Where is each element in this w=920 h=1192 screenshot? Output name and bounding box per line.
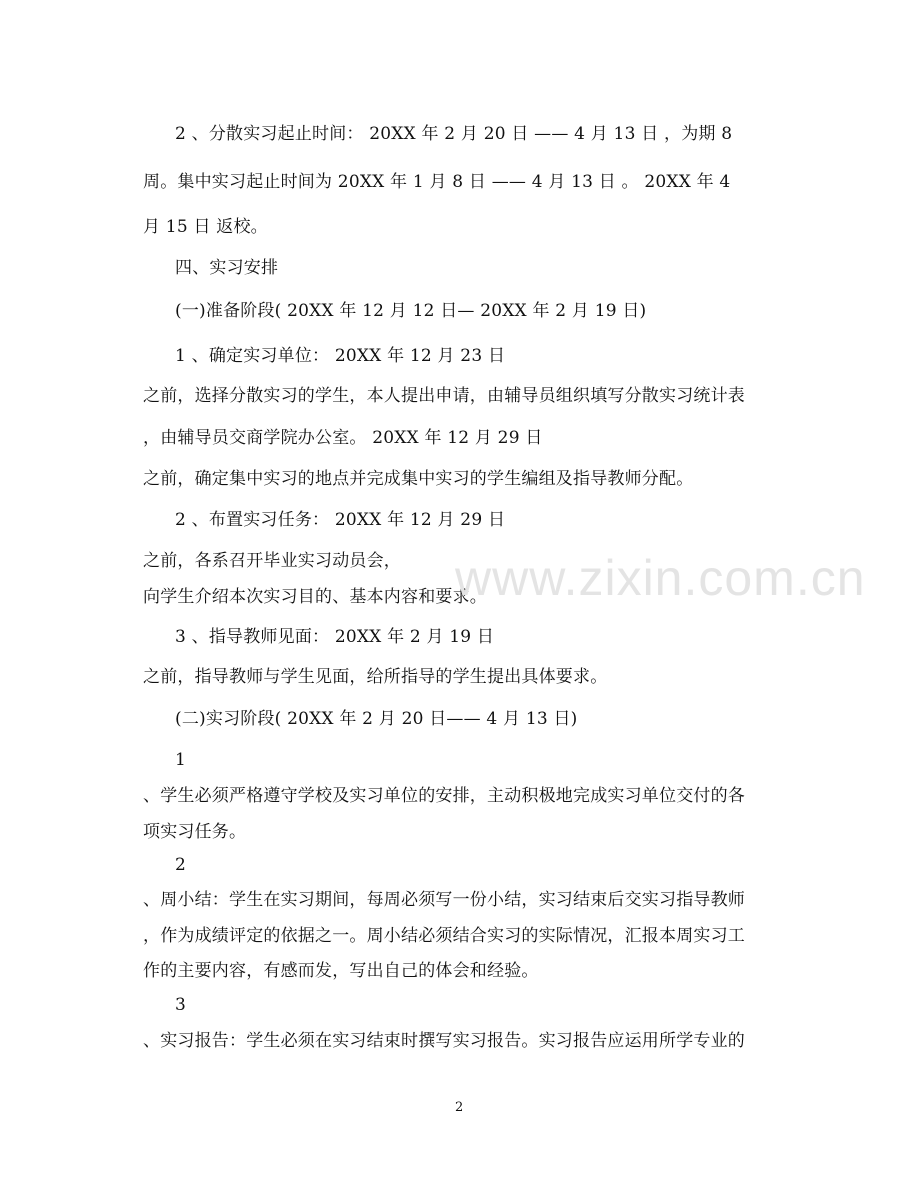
watermark: www.zixin.com.cn xyxy=(455,550,866,606)
item-number: 2 xyxy=(175,855,187,875)
text-line: 之前，指导教师与学生见面，给所指导的学生提出具体要求。 xyxy=(143,667,608,687)
subsection-heading: (二)实习阶段( 20XX 年 2 月 20 日—— 4 月 13 日) xyxy=(175,709,578,729)
text-line: ，作为成绩评定的依据之一。周小结必须结合实习的实际情况，汇报本周实习工 xyxy=(143,926,745,946)
text-line: 2 、布置实习任务： 20XX 年 12 月 29 日 xyxy=(175,510,506,530)
text-line: 、周小结：学生在实习期间，每周必须写一份小结，实习结束后交实习指导教师 xyxy=(143,890,745,910)
text-line: 1 、确定实习单位： 20XX 年 12 月 23 日 xyxy=(175,346,506,366)
item-number: 1 xyxy=(175,750,187,770)
text-line: 项实习任务。 xyxy=(143,822,247,842)
text-line: 2 、分散实习起止时间： 20XX 年 2 月 20 日 —— 4 月 13 日 ，为期 8 xyxy=(175,124,733,144)
text-line: 月 15 日 返校。 xyxy=(143,217,268,237)
text-line: 、学生必须严格遵守学校及实习单位的安排，主动积极地完成实习单位交付的各 xyxy=(143,786,745,806)
item-number: 3 xyxy=(175,995,187,1015)
subsection-heading: (一)准备阶段( 20XX 年 12 月 12 日— 20XX 年 2 月 19 日) xyxy=(175,301,647,321)
text-line: 、实习报告：学生必须在实习结束时撰写实习报告。实习报告应运用所学专业的 xyxy=(143,1031,745,1051)
text-line: 之前，确定集中实习的地点并完成集中实习的学生编组及指导教师分配。 xyxy=(143,469,694,489)
text-line: 之前，各系召开毕业实习动员会， xyxy=(143,551,401,571)
text-line: 周。集中实习起止时间为 20XX 年 1 月 8 日 —— 4 月 13 日 。 20XX 年 4 xyxy=(143,172,731,192)
page-number: 2 xyxy=(455,1100,464,1115)
text-line: 作的主要内容，有感而发，写出自己的体会和经验。 xyxy=(143,961,539,981)
text-line: 向学生介绍本次实习目的、基本内容和要求。 xyxy=(143,587,487,607)
text-line: 之前，选择分散实习的学生，本人提出申请，由辅导员组织填写分散实习统计表 xyxy=(143,386,745,406)
text-line: 3 、指导教师见面： 20XX 年 2 月 19 日 xyxy=(175,627,495,647)
section-heading: 四、实习安排 xyxy=(175,258,279,278)
text-line: ，由辅导员交商学院办公室。 20XX 年 12 月 29 日 xyxy=(143,428,543,448)
